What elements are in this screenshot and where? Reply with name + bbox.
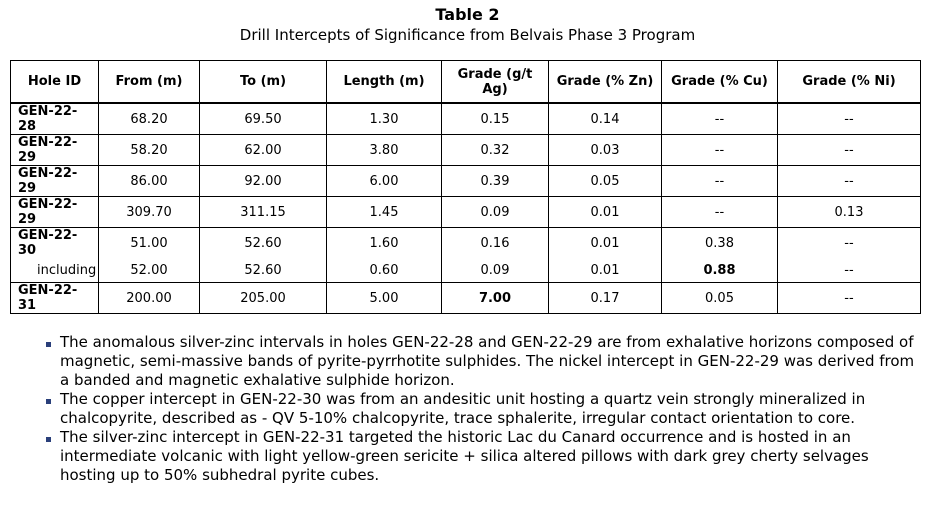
header-grade-ni: Grade (% Ni) xyxy=(778,61,921,104)
cell-grade-ni: -- xyxy=(778,258,921,283)
cell-from: 309.70 xyxy=(99,197,200,228)
cell-grade-zn: 0.01 xyxy=(549,258,662,283)
cell-from: 52.00 xyxy=(99,258,200,283)
cell-to: 69.50 xyxy=(200,103,327,135)
cell-from: 86.00 xyxy=(99,166,200,197)
cell-grade-cu: -- xyxy=(662,166,778,197)
cell-grade-cu: -- xyxy=(662,135,778,166)
note-text: The anomalous silver-zinc intervals in holes GEN-22-28 and GEN-22-29 are from exhalative horizons composed of magnetic, semi-massive bands of pyrite-pyrrhotite sulphides. The nickel intercept in GEN-22-29 was derived from a banded and magnetic exhalative sulphide horizon. xyxy=(60,333,915,389)
header-grade-ag: Grade (g/t Ag) xyxy=(442,61,549,104)
table-row xyxy=(11,135,921,166)
table-subtitle: Drill Intercepts of Significance from Belvais Phase 3 Program xyxy=(239,26,696,44)
cell-grade-zn: 0.01 xyxy=(549,197,662,228)
cell-hole-id: GEN-22-29 xyxy=(11,197,99,228)
cell-grade-ni: -- xyxy=(778,228,921,259)
square-bullet-icon xyxy=(46,342,51,347)
cell-grade-ag: 0.39 xyxy=(442,166,549,197)
header-grade-zn: Grade (% Zn) xyxy=(549,61,662,104)
cell-grade-ag: 0.09 xyxy=(442,258,549,283)
cell-length: 3.80 xyxy=(327,135,442,166)
cell-grade-ni: -- xyxy=(778,135,921,166)
cell-length: 1.30 xyxy=(327,103,442,135)
cell-grade-ag: 0.16 xyxy=(442,228,549,259)
cell-hole-id: GEN-22-29 xyxy=(11,135,99,166)
header-grade-cu: Grade (% Cu) xyxy=(662,61,778,104)
cell-grade-cu: 0.38 xyxy=(662,228,778,259)
note-item xyxy=(46,390,921,428)
cell-hole-id: GEN-22-29 xyxy=(11,166,99,197)
cell-grade-cu: 0.05 xyxy=(662,283,778,314)
cell-from: 51.00 xyxy=(99,228,200,259)
cell-from: 200.00 xyxy=(99,283,200,314)
note-text: The copper intercept in GEN-22-30 was from an andesitic unit hosting a quartz vein strongly mineralized in chalcopyrite, described as - QV 5-10% chalcopyrite, trace sphalerite, irregular contact orientation to core. xyxy=(60,390,866,427)
cell-grade-cu: -- xyxy=(662,197,778,228)
header-from: From (m) xyxy=(99,61,200,104)
cell-from: 68.20 xyxy=(99,103,200,135)
header-hole-id: Hole ID xyxy=(11,61,99,104)
cell-grade-zn: 0.05 xyxy=(549,166,662,197)
cell-hole-id: GEN-22-30 xyxy=(11,228,99,259)
cell-grade-ag: 0.09 xyxy=(442,197,549,228)
table-row xyxy=(11,166,921,197)
cell-grade-cu: -- xyxy=(662,103,778,135)
note-text: The silver-zinc intercept in GEN-22-31 targeted the historic Lac du Canard occurrence and is hosted in an intermediate volcanic with light yellow-green sericite + silica altered pillows with dark grey cherty selvages hosting up to 50% subhedral pyrite cubes. xyxy=(60,428,869,484)
cell-grade-ni: -- xyxy=(778,103,921,135)
table-row xyxy=(11,103,921,135)
drill-intercepts-table xyxy=(10,60,921,314)
cell-grade-ag: 7.00 xyxy=(442,283,549,314)
cell-grade-ag: 0.32 xyxy=(442,135,549,166)
cell-length: 5.00 xyxy=(327,283,442,314)
cell-length: 1.60 xyxy=(327,228,442,259)
cell-to: 311.15 xyxy=(200,197,327,228)
cell-grade-zn: 0.03 xyxy=(549,135,662,166)
cell-to: 52.60 xyxy=(200,228,327,259)
cell-hole-id: GEN-22-28 xyxy=(11,103,99,135)
note-item xyxy=(46,333,921,390)
square-bullet-icon xyxy=(46,399,51,404)
table-row xyxy=(11,197,921,228)
cell-from: 58.20 xyxy=(99,135,200,166)
cell-hole-id: including xyxy=(11,258,99,283)
table-row xyxy=(11,283,921,314)
cell-grade-zn: 0.14 xyxy=(549,103,662,135)
cell-to: 92.00 xyxy=(200,166,327,197)
header-to: To (m) xyxy=(200,61,327,104)
square-bullet-icon xyxy=(46,437,51,442)
cell-grade-zn: 0.01 xyxy=(549,228,662,259)
cell-grade-ni: -- xyxy=(778,166,921,197)
table-title: Table 2 xyxy=(435,5,500,24)
cell-length: 0.60 xyxy=(327,258,442,283)
cell-grade-cu: 0.88 xyxy=(662,258,778,283)
cell-length: 1.45 xyxy=(327,197,442,228)
cell-grade-ni: 0.13 xyxy=(778,197,921,228)
table-header-row xyxy=(11,61,921,104)
table-row xyxy=(11,228,921,259)
header-length: Length (m) xyxy=(327,61,442,104)
cell-hole-id: GEN-22-31 xyxy=(11,283,99,314)
cell-grade-ag: 0.15 xyxy=(442,103,549,135)
cell-to: 62.00 xyxy=(200,135,327,166)
cell-to: 205.00 xyxy=(200,283,327,314)
cell-length: 6.00 xyxy=(327,166,442,197)
notes-list xyxy=(46,333,921,485)
cell-to: 52.60 xyxy=(200,258,327,283)
table-row-including xyxy=(11,258,921,283)
note-item xyxy=(46,428,921,485)
cell-grade-zn: 0.17 xyxy=(549,283,662,314)
cell-grade-ni: -- xyxy=(778,283,921,314)
